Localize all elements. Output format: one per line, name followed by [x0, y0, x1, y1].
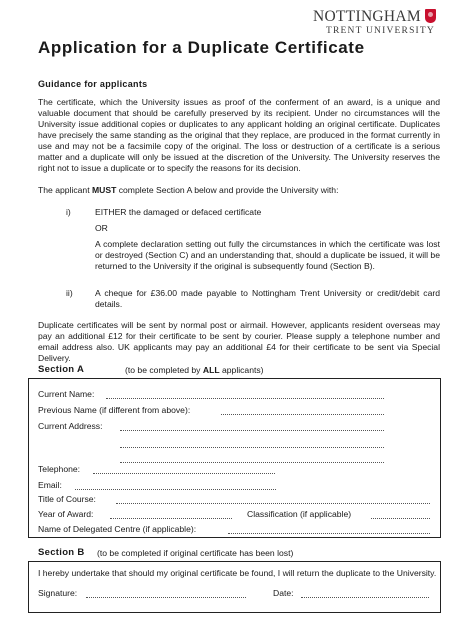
- university-crest-icon: [425, 9, 436, 23]
- address-line-3-field[interactable]: [120, 462, 384, 463]
- signature-field[interactable]: [86, 597, 246, 598]
- section-a-title: Section A: [38, 364, 85, 375]
- item-1-number: i): [66, 207, 71, 217]
- must-post: complete Section A below and provide the University with:: [116, 185, 339, 195]
- telephone-field[interactable]: [93, 473, 275, 474]
- title-of-course-field[interactable]: [116, 503, 430, 504]
- item-2-number: ii): [66, 288, 73, 298]
- section-b-title: Section B: [38, 547, 85, 558]
- guidance-intro: The certificate, which the University issues as proof of the conferment of an award, is a unique and valuable document that should be carefully preserved by its recipient. Under no circumstances will the University issue additional copies or duplicates to any applicant holding an original certificate. Duplicates have precisely the same standing as the original that they replace, are produced in the format currently in use and may not be a facsimile copy of the original. The loss or destruction of a certificate is a serious matter and a duplicate will only be issued at the discretion of the University. The University reserves the right not to issue a duplicate or to specify the reasons for its decision.: [38, 97, 440, 173]
- signature-label: Signature:: [38, 588, 78, 598]
- university-logo-subtitle: TRENT UNIVERSITY: [325, 26, 435, 36]
- date-field[interactable]: [301, 597, 429, 598]
- delegated-centre-label: Name of Delegated Centre (if applicable):: [38, 524, 197, 534]
- current-address-label: Current Address:: [38, 421, 103, 431]
- section-b-undertaking: I hereby undertake that should my original certificate be found, I will return the duplicate to the University.: [38, 568, 437, 578]
- telephone-label: Telephone:: [38, 464, 81, 474]
- section-a-note-post: applicants): [219, 365, 264, 375]
- current-name-label: Current Name:: [38, 389, 95, 399]
- item-2-cheque: A cheque for £36.00 made payable to Nottingham Trent University or credit/debit card details.: [95, 288, 440, 309]
- previous-name-label: Previous Name (if different from above):: [38, 405, 191, 415]
- section-b-note: (to be completed if original certificate has been lost): [97, 548, 294, 558]
- item-1-or: OR: [95, 223, 108, 233]
- year-of-award-label: Year of Award:: [38, 509, 94, 519]
- must-bold: MUST: [91, 185, 117, 195]
- section-a-note-pre: (to be completed by: [125, 365, 203, 375]
- address-line-1-field[interactable]: [120, 430, 384, 431]
- page-title: Application for a Duplicate Certificate: [38, 38, 365, 57]
- delegated-centre-field[interactable]: [228, 533, 430, 534]
- classification-field[interactable]: [371, 518, 430, 519]
- item-1-either: EITHER the damaged or defaced certificate: [95, 207, 262, 217]
- date-label: Date:: [273, 588, 294, 598]
- must-pre: The applicant: [38, 185, 92, 195]
- title-of-course-label: Title of Course:: [38, 494, 96, 504]
- section-a-note-bold: ALL: [202, 365, 220, 375]
- item-1-declaration: A complete declaration setting out fully the circumstances in which the certificate was lost or destroyed (Section C) and an understanding that, should a duplicate be issued, it will be returned to the University if the original is subsequently found (Section B).: [95, 239, 440, 271]
- classification-label: Classification (if applicable): [247, 509, 352, 519]
- guidance-heading: Guidance for applicants: [38, 79, 148, 89]
- email-label: Email:: [38, 480, 62, 490]
- university-logo-name: NOTTINGHAM: [312, 8, 421, 25]
- section-a-note: [125, 365, 264, 375]
- address-line-2-field[interactable]: [120, 447, 384, 448]
- must-statement: [38, 185, 440, 196]
- year-of-award-field[interactable]: [110, 518, 232, 519]
- previous-name-field[interactable]: [221, 414, 384, 415]
- postal-info: Duplicate certificates will be sent by normal post or airmail. However, applicants resident overseas may pay an additional £12 for their certificate to be sent by courier. Please supply a telephone number and email address also. UK applicants may pay an additional £4 for their certificate to be sent via Special Delivery.: [38, 320, 440, 363]
- email-field[interactable]: [75, 489, 276, 490]
- current-name-field[interactable]: [106, 398, 384, 399]
